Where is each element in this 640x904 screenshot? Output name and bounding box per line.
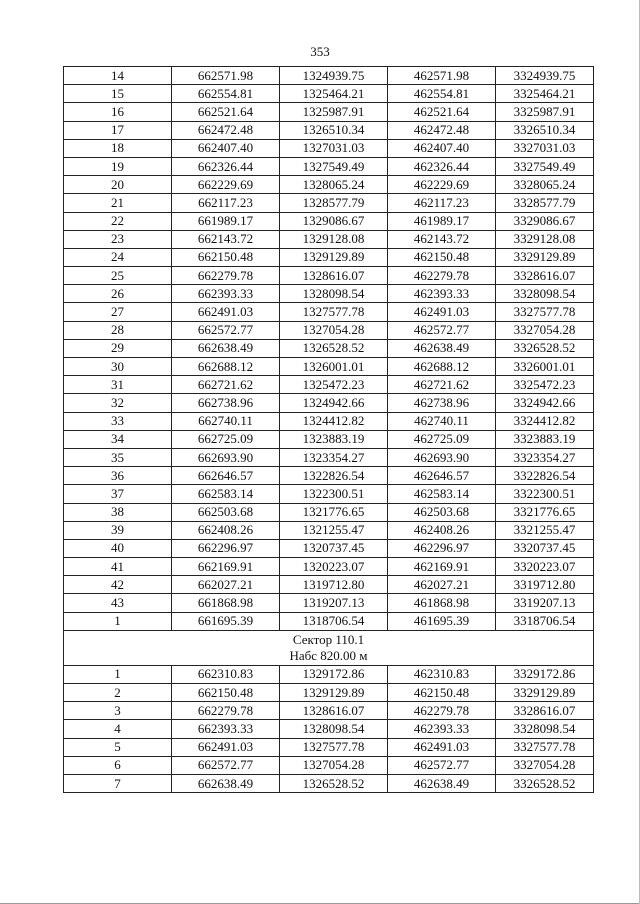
y-coord-alt-cell: 3327054.28 xyxy=(496,756,594,774)
y-coord-cell: 1321255.47 xyxy=(280,521,388,539)
y-coord-cell: 1325464.21 xyxy=(280,85,388,103)
table-row xyxy=(64,756,594,774)
point-number-cell: 33 xyxy=(64,412,172,430)
x-coord-cell: 662638.49 xyxy=(172,339,280,357)
section-header-body xyxy=(64,630,594,665)
table-row xyxy=(64,720,594,738)
x-coord-cell: 662143.72 xyxy=(172,230,280,248)
point-number-cell: 6 xyxy=(64,756,172,774)
y-coord-cell: 1328616.07 xyxy=(280,702,388,720)
point-number-cell: 1 xyxy=(64,612,172,630)
table-row xyxy=(64,285,594,303)
coordinates-table-body-top xyxy=(64,67,594,631)
y-coord-alt-cell: 3329086.67 xyxy=(496,212,594,230)
table-row xyxy=(64,303,594,321)
point-number-cell: 22 xyxy=(64,212,172,230)
x-coord-cell: 662472.48 xyxy=(172,121,280,139)
point-number-cell: 21 xyxy=(64,194,172,212)
section-header-row xyxy=(64,630,594,665)
table-row xyxy=(64,139,594,157)
x-coord-cell: 662521.64 xyxy=(172,103,280,121)
point-number-cell: 34 xyxy=(64,430,172,448)
x-coord-alt-cell: 462721.62 xyxy=(388,376,496,394)
y-coord-cell: 1319712.80 xyxy=(280,576,388,594)
y-coord-cell: 1323354.27 xyxy=(280,448,388,466)
point-number-cell: 17 xyxy=(64,121,172,139)
x-coord-alt-cell: 462150.48 xyxy=(388,248,496,266)
section-header-cell xyxy=(64,630,594,665)
x-coord-cell: 662503.68 xyxy=(172,503,280,521)
y-coord-alt-cell: 3321255.47 xyxy=(496,521,594,539)
y-coord-cell: 1328098.54 xyxy=(280,285,388,303)
x-coord-cell: 662393.33 xyxy=(172,285,280,303)
table-row xyxy=(64,521,594,539)
y-coord-alt-cell: 3329129.89 xyxy=(496,248,594,266)
y-coord-alt-cell: 3327577.78 xyxy=(496,738,594,756)
point-number-cell: 41 xyxy=(64,558,172,576)
x-coord-cell: 662572.77 xyxy=(172,756,280,774)
x-coord-cell: 662169.91 xyxy=(172,558,280,576)
y-coord-alt-cell: 3325472.23 xyxy=(496,376,594,394)
point-number-cell: 24 xyxy=(64,248,172,266)
section-subtitle: Набс 820.00 м xyxy=(289,647,368,663)
y-coord-alt-cell: 3328098.54 xyxy=(496,285,594,303)
point-number-cell: 31 xyxy=(64,376,172,394)
y-coord-cell: 1327031.03 xyxy=(280,139,388,157)
table-row xyxy=(64,774,594,792)
x-coord-alt-cell: 462693.90 xyxy=(388,448,496,466)
section-title: Сектор 110.1 xyxy=(292,631,365,647)
coordinates-table xyxy=(63,66,594,793)
x-coord-cell: 662408.26 xyxy=(172,521,280,539)
x-coord-cell: 661868.98 xyxy=(172,594,280,612)
x-coord-alt-cell: 462407.40 xyxy=(388,139,496,157)
table-row xyxy=(64,230,594,248)
x-coord-alt-cell: 462408.26 xyxy=(388,521,496,539)
y-coord-cell: 1326528.52 xyxy=(280,774,388,792)
table-row xyxy=(64,684,594,702)
point-number-cell: 14 xyxy=(64,67,172,85)
x-coord-cell: 662326.44 xyxy=(172,157,280,175)
y-coord-alt-cell: 3324939.75 xyxy=(496,67,594,85)
table-row xyxy=(64,394,594,412)
table-row xyxy=(64,539,594,557)
x-coord-alt-cell: 462583.14 xyxy=(388,485,496,503)
point-number-cell: 28 xyxy=(64,321,172,339)
x-coord-cell: 661989.17 xyxy=(172,212,280,230)
table-row xyxy=(64,612,594,630)
x-coord-cell: 662117.23 xyxy=(172,194,280,212)
table-row xyxy=(64,85,594,103)
y-coord-cell: 1323883.19 xyxy=(280,430,388,448)
x-coord-alt-cell: 462572.77 xyxy=(388,321,496,339)
y-coord-alt-cell: 3324942.66 xyxy=(496,394,594,412)
x-coord-cell: 662407.40 xyxy=(172,139,280,157)
point-number-cell: 3 xyxy=(64,702,172,720)
table-row xyxy=(64,738,594,756)
table-row xyxy=(64,176,594,194)
x-coord-cell: 662572.77 xyxy=(172,321,280,339)
y-coord-cell: 1327577.78 xyxy=(280,738,388,756)
table-row xyxy=(64,121,594,139)
y-coord-cell: 1324942.66 xyxy=(280,394,388,412)
y-coord-cell: 1324939.75 xyxy=(280,67,388,85)
x-coord-alt-cell: 462638.49 xyxy=(388,774,496,792)
point-number-cell: 15 xyxy=(64,85,172,103)
y-coord-alt-cell: 3326528.52 xyxy=(496,774,594,792)
y-coord-alt-cell: 3328616.07 xyxy=(496,267,594,285)
table-row xyxy=(64,194,594,212)
x-coord-alt-cell: 462740.11 xyxy=(388,412,496,430)
point-number-cell: 7 xyxy=(64,774,172,792)
x-coord-alt-cell: 462472.48 xyxy=(388,121,496,139)
table-row xyxy=(64,248,594,266)
y-coord-alt-cell: 3319207.13 xyxy=(496,594,594,612)
table-row xyxy=(64,503,594,521)
y-coord-alt-cell: 3327549.49 xyxy=(496,157,594,175)
x-coord-alt-cell: 462638.49 xyxy=(388,339,496,357)
y-coord-alt-cell: 3327031.03 xyxy=(496,139,594,157)
x-coord-alt-cell: 462725.09 xyxy=(388,430,496,448)
y-coord-cell: 1327577.78 xyxy=(280,303,388,321)
y-coord-alt-cell: 3327054.28 xyxy=(496,321,594,339)
point-number-cell: 26 xyxy=(64,285,172,303)
table-row xyxy=(64,157,594,175)
y-coord-cell: 1318706.54 xyxy=(280,612,388,630)
y-coord-alt-cell: 3325464.21 xyxy=(496,85,594,103)
x-coord-alt-cell: 462491.03 xyxy=(388,738,496,756)
y-coord-alt-cell: 3325987.91 xyxy=(496,103,594,121)
x-coord-alt-cell: 462572.77 xyxy=(388,756,496,774)
x-coord-alt-cell: 462571.98 xyxy=(388,67,496,85)
table-row xyxy=(64,467,594,485)
point-number-cell: 5 xyxy=(64,738,172,756)
x-coord-cell: 662554.81 xyxy=(172,85,280,103)
x-coord-cell: 662740.11 xyxy=(172,412,280,430)
table-row xyxy=(64,321,594,339)
table-row xyxy=(64,376,594,394)
x-coord-alt-cell: 462326.44 xyxy=(388,157,496,175)
y-coord-alt-cell: 3322826.54 xyxy=(496,467,594,485)
x-coord-cell: 662646.57 xyxy=(172,467,280,485)
x-coord-cell: 662638.49 xyxy=(172,774,280,792)
y-coord-cell: 1325472.23 xyxy=(280,376,388,394)
coordinates-table-body-bottom xyxy=(64,665,594,792)
x-coord-alt-cell: 461695.39 xyxy=(388,612,496,630)
x-coord-alt-cell: 462279.78 xyxy=(388,702,496,720)
table-row xyxy=(64,212,594,230)
point-number-cell: 19 xyxy=(64,157,172,175)
y-coord-alt-cell: 3320737.45 xyxy=(496,539,594,557)
y-coord-cell: 1328098.54 xyxy=(280,720,388,738)
x-coord-cell: 662027.21 xyxy=(172,576,280,594)
y-coord-cell: 1321776.65 xyxy=(280,503,388,521)
y-coord-alt-cell: 3326510.34 xyxy=(496,121,594,139)
y-coord-cell: 1324412.82 xyxy=(280,412,388,430)
y-coord-alt-cell: 3323883.19 xyxy=(496,430,594,448)
x-coord-cell: 662738.96 xyxy=(172,394,280,412)
x-coord-alt-cell: 462143.72 xyxy=(388,230,496,248)
x-coord-alt-cell: 462646.57 xyxy=(388,467,496,485)
x-coord-cell: 662491.03 xyxy=(172,738,280,756)
point-number-cell: 20 xyxy=(64,176,172,194)
x-coord-alt-cell: 462554.81 xyxy=(388,85,496,103)
y-coord-alt-cell: 3329128.08 xyxy=(496,230,594,248)
x-coord-alt-cell: 462521.64 xyxy=(388,103,496,121)
y-coord-cell: 1327054.28 xyxy=(280,756,388,774)
y-coord-alt-cell: 3328577.79 xyxy=(496,194,594,212)
x-coord-alt-cell: 462310.83 xyxy=(388,665,496,683)
point-number-cell: 40 xyxy=(64,539,172,557)
point-number-cell: 4 xyxy=(64,720,172,738)
point-number-cell: 25 xyxy=(64,267,172,285)
y-coord-alt-cell: 3329172.86 xyxy=(496,665,594,683)
x-coord-alt-cell: 462150.48 xyxy=(388,684,496,702)
y-coord-alt-cell: 3323354.27 xyxy=(496,448,594,466)
x-coord-alt-cell: 462027.21 xyxy=(388,576,496,594)
y-coord-alt-cell: 3324412.82 xyxy=(496,412,594,430)
y-coord-cell: 1326528.52 xyxy=(280,339,388,357)
x-coord-cell: 662721.62 xyxy=(172,376,280,394)
y-coord-cell: 1326001.01 xyxy=(280,358,388,376)
y-coord-alt-cell: 3329129.89 xyxy=(496,684,594,702)
x-coord-cell: 662279.78 xyxy=(172,267,280,285)
y-coord-cell: 1329129.89 xyxy=(280,684,388,702)
x-coord-alt-cell: 462491.03 xyxy=(388,303,496,321)
table-row xyxy=(64,702,594,720)
table-row xyxy=(64,412,594,430)
point-number-cell: 42 xyxy=(64,576,172,594)
x-coord-alt-cell: 462279.78 xyxy=(388,267,496,285)
y-coord-alt-cell: 3318706.54 xyxy=(496,612,594,630)
x-coord-cell: 662279.78 xyxy=(172,702,280,720)
y-coord-alt-cell: 3322300.51 xyxy=(496,485,594,503)
point-number-cell: 35 xyxy=(64,448,172,466)
y-coord-cell: 1328577.79 xyxy=(280,194,388,212)
table-row xyxy=(64,267,594,285)
table-row xyxy=(64,358,594,376)
table-row xyxy=(64,339,594,357)
point-number-cell: 36 xyxy=(64,467,172,485)
y-coord-alt-cell: 3326001.01 xyxy=(496,358,594,376)
x-coord-cell: 662688.12 xyxy=(172,358,280,376)
y-coord-alt-cell: 3327577.78 xyxy=(496,303,594,321)
y-coord-cell: 1328065.24 xyxy=(280,176,388,194)
x-coord-cell: 662150.48 xyxy=(172,684,280,702)
y-coord-cell: 1320737.45 xyxy=(280,539,388,557)
x-coord-alt-cell: 462688.12 xyxy=(388,358,496,376)
x-coord-cell: 662571.98 xyxy=(172,67,280,85)
y-coord-alt-cell: 3326528.52 xyxy=(496,339,594,357)
y-coord-cell: 1329129.89 xyxy=(280,248,388,266)
table-row xyxy=(64,103,594,121)
x-coord-alt-cell: 462229.69 xyxy=(388,176,496,194)
x-coord-cell: 662229.69 xyxy=(172,176,280,194)
x-coord-cell: 662310.83 xyxy=(172,665,280,683)
table-row xyxy=(64,430,594,448)
y-coord-alt-cell: 3328098.54 xyxy=(496,720,594,738)
x-coord-cell: 662583.14 xyxy=(172,485,280,503)
point-number-cell: 39 xyxy=(64,521,172,539)
y-coord-cell: 1319207.13 xyxy=(280,594,388,612)
point-number-cell: 27 xyxy=(64,303,172,321)
x-coord-alt-cell: 461868.98 xyxy=(388,594,496,612)
point-number-cell: 2 xyxy=(64,684,172,702)
x-coord-cell: 662296.97 xyxy=(172,539,280,557)
x-coord-alt-cell: 462503.68 xyxy=(388,503,496,521)
y-coord-cell: 1320223.07 xyxy=(280,558,388,576)
y-coord-alt-cell: 3328616.07 xyxy=(496,702,594,720)
x-coord-alt-cell: 462738.96 xyxy=(388,394,496,412)
point-number-cell: 23 xyxy=(64,230,172,248)
x-coord-alt-cell: 462117.23 xyxy=(388,194,496,212)
page-edge-right xyxy=(636,0,640,904)
y-coord-alt-cell: 3328065.24 xyxy=(496,176,594,194)
table-row xyxy=(64,665,594,683)
y-coord-cell: 1327054.28 xyxy=(280,321,388,339)
x-coord-alt-cell: 462393.33 xyxy=(388,285,496,303)
point-number-cell: 1 xyxy=(64,665,172,683)
point-number-cell: 18 xyxy=(64,139,172,157)
x-coord-cell: 661695.39 xyxy=(172,612,280,630)
y-coord-cell: 1322826.54 xyxy=(280,467,388,485)
y-coord-cell: 1322300.51 xyxy=(280,485,388,503)
x-coord-cell: 662393.33 xyxy=(172,720,280,738)
x-coord-cell: 662491.03 xyxy=(172,303,280,321)
point-number-cell: 30 xyxy=(64,358,172,376)
point-number-cell: 16 xyxy=(64,103,172,121)
y-coord-cell: 1328616.07 xyxy=(280,267,388,285)
x-coord-alt-cell: 461989.17 xyxy=(388,212,496,230)
page-edge-bottom xyxy=(0,897,640,904)
point-number-cell: 43 xyxy=(64,594,172,612)
point-number-cell: 32 xyxy=(64,394,172,412)
table-row xyxy=(64,448,594,466)
x-coord-cell: 662693.90 xyxy=(172,448,280,466)
x-coord-alt-cell: 462296.97 xyxy=(388,539,496,557)
table-row xyxy=(64,594,594,612)
table-row xyxy=(64,485,594,503)
table-row xyxy=(64,67,594,85)
x-coord-cell: 662725.09 xyxy=(172,430,280,448)
point-number-cell: 29 xyxy=(64,339,172,357)
y-coord-cell: 1329128.08 xyxy=(280,230,388,248)
y-coord-alt-cell: 3320223.07 xyxy=(496,558,594,576)
table-row xyxy=(64,576,594,594)
table-row xyxy=(64,558,594,576)
x-coord-cell: 662150.48 xyxy=(172,248,280,266)
y-coord-cell: 1329172.86 xyxy=(280,665,388,683)
x-coord-alt-cell: 462393.33 xyxy=(388,720,496,738)
y-coord-cell: 1325987.91 xyxy=(280,103,388,121)
y-coord-cell: 1326510.34 xyxy=(280,121,388,139)
y-coord-alt-cell: 3321776.65 xyxy=(496,503,594,521)
page-number: 353 xyxy=(310,44,330,59)
point-number-cell: 38 xyxy=(64,503,172,521)
y-coord-cell: 1327549.49 xyxy=(280,157,388,175)
point-number-cell: 37 xyxy=(64,485,172,503)
x-coord-alt-cell: 462169.91 xyxy=(388,558,496,576)
y-coord-cell: 1329086.67 xyxy=(280,212,388,230)
y-coord-alt-cell: 3319712.80 xyxy=(496,576,594,594)
